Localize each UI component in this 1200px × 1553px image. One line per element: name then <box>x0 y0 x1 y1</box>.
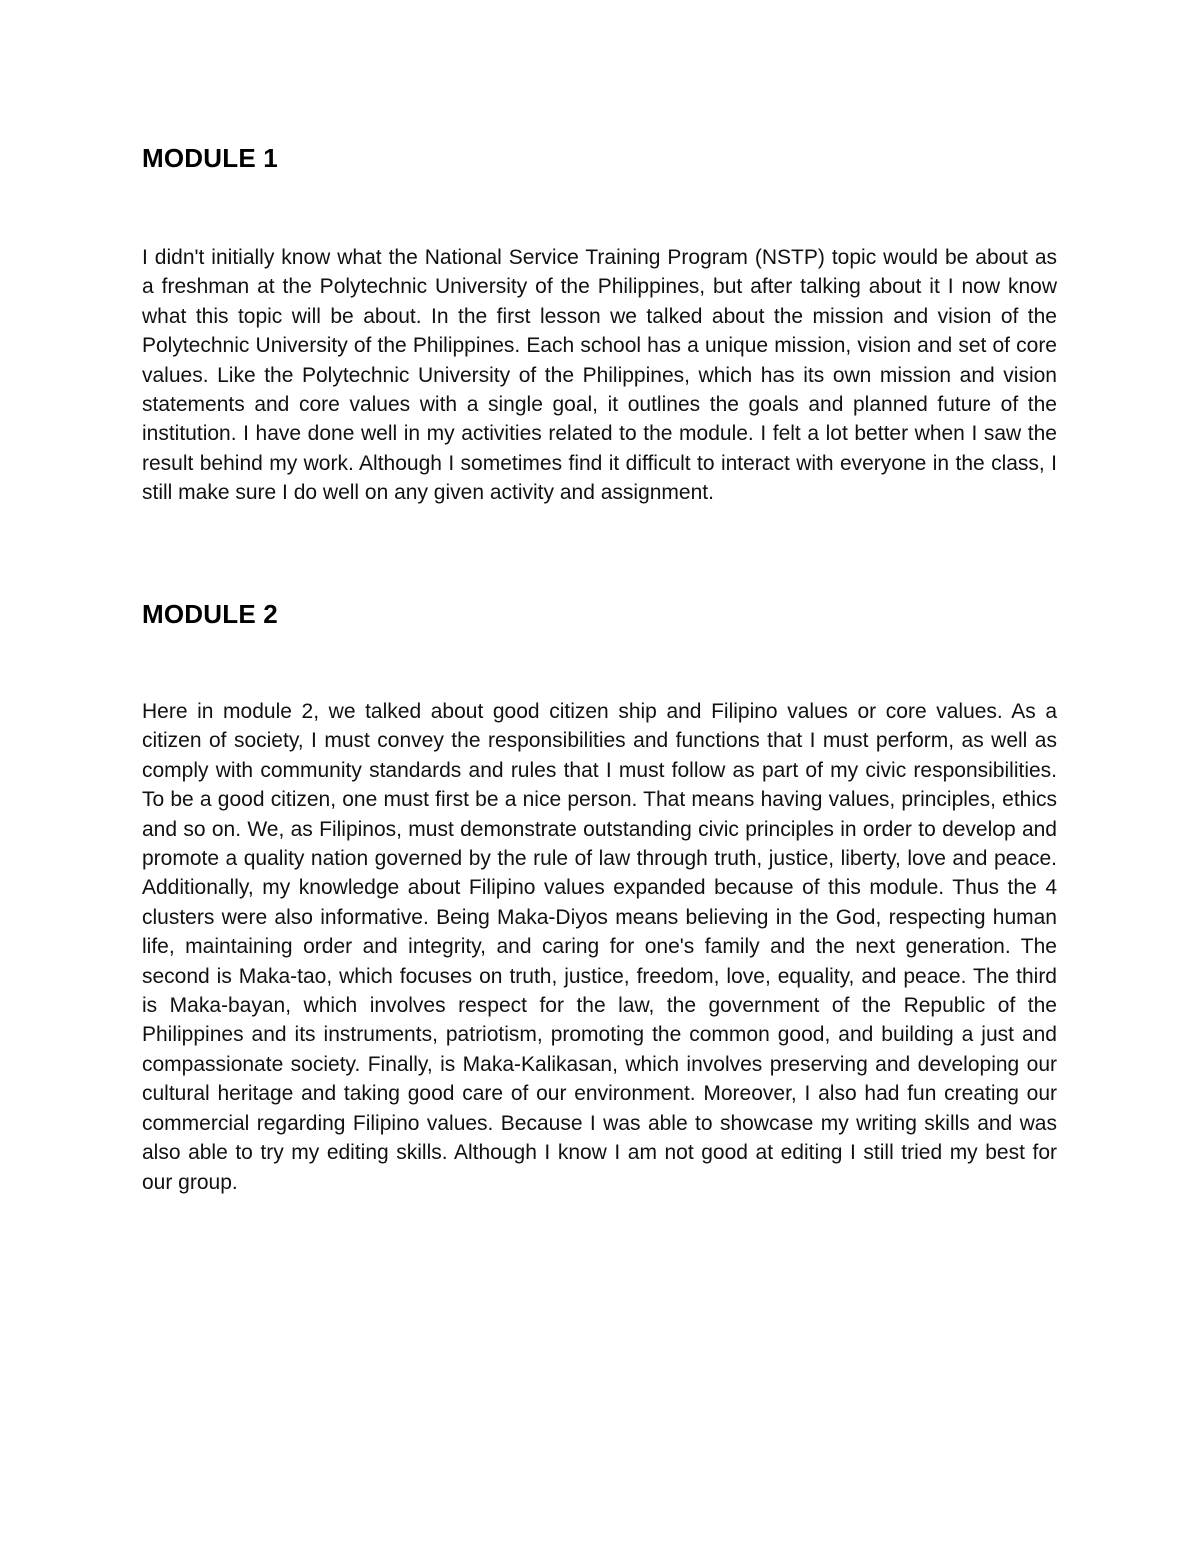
module-1-paragraph: I didn't initially know what the National Service Training Program (NSTP) topic would be about as a freshman at the Polytechnic University of the Philippines, but after talking about it I now know what this topic will be about. In the first lesson we talked about the mission and vision of the Polytechnic University of the Philippines. Each school has a unique mission, vision and set of core values. Like the Polytechnic University of the Philippines, which has its own mission and vision statements and core values with a single goal, it outlines the goals and planned future of the institution. I have done well in my activities related to the module. I felt a lot better when I saw the result behind my work. Although I sometimes find it difficult to interact with everyone in the class, I still make sure I do well on any given activity and assignment. <box>142 246 1057 505</box>
module-1-heading: MODULE 1 <box>142 143 278 173</box>
module-2-heading: MODULE 2 <box>142 599 278 629</box>
module-2-paragraph: Here in module 2, we talked about good citizen ship and Filipino values or core values. As a citizen of society, I must convey the responsibilities and functions that I must perform, as well as comply with community standards and rules that I must follow as part of my civic responsibilities. To be a good citizen, one must first be a nice person. That means having values, principles, ethics and so on. We, as Filipinos, must demonstrate outstanding civic principles in order to develop and promote a quality nation governed by the rule of law through truth, justice, liberty, love and peace. Additionally, my knowledge about Filipino values expanded because of this module. Thus the 4 clusters were also informative. Being Maka-Diyos means believing in the God, respecting human life, maintaining order and integrity, and caring for one's family and the next generation. The second is Maka-tao, which focuses on truth, justice, freedom, love, equality, and peace. The third is Maka-bayan, which involves respect for the law, the government of the Republic of the Philippines and its instruments, patriotism, promoting the common good, and building a just and compassionate society. Finally, is Maka-Kalikasan, which involves preserving and developing our cultural heritage and taking good care of our environment. Moreover, I also had fun creating our commercial regarding Filipino values. Because I was able to showcase my writing skills and was also able to try my editing skills. Although I know I am not good at editing I still tried my best for our group. <box>142 700 1057 1194</box>
